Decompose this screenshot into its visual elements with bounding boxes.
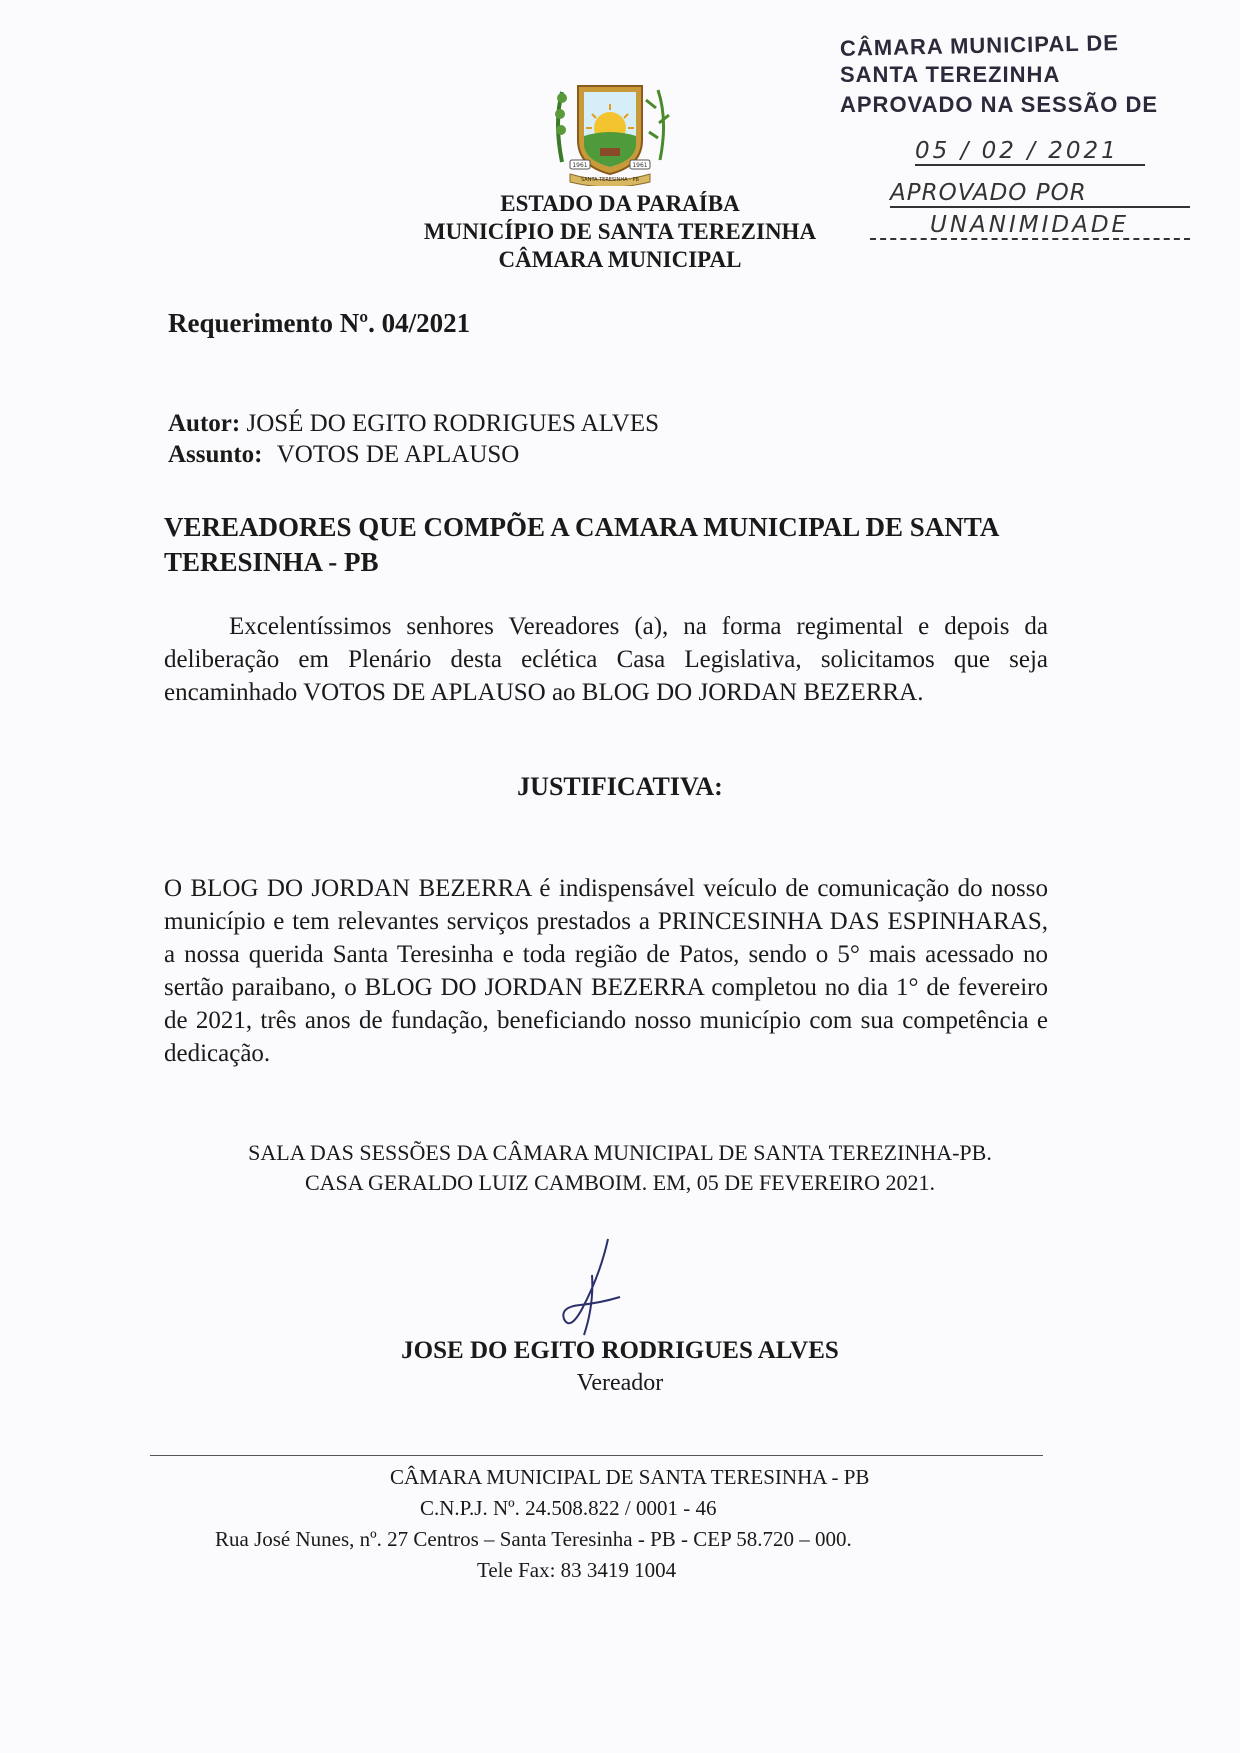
footer-phone: Tele Fax: 83 3419 1004 [477, 1558, 677, 1582]
justification-paragraph: O BLOG DO JORDAN BEZERRA é indispensável veículo de comunicação do nosso município e tem relevantes serviços prestados a PRINCESINHA DAS ESPINHARAS, a nossa querida Santa Teresinha e toda região de Patos, sendo o 5° mais acessado no sertão paraibano, o BLOG DO JORDAN BEZERRA completou no dia 1° de fevereiro de 2021, três anos de fundação, beneficiando nosso município com sua competência e dedicação. [164, 875, 1048, 1067]
addressee-heading: VEREADORES QUE COMPÕE A CAMARA MUNICIPAL DE SANTA TERESINHA - PB [164, 512, 998, 577]
subject-line [168, 441, 519, 469]
document-title: Requerimento Nº. 04/2021 [168, 308, 471, 338]
header-state: ESTADO DA PARAÍBA [500, 191, 740, 216]
footer-divider [150, 1455, 1043, 1456]
stamp-line-1: CÂMARA MUNICIPAL DE [839, 30, 1120, 61]
header-municipality: MUNICÍPIO DE SANTA TEREZINHA [423, 219, 817, 244]
footer-address: Rua José Nunes, nº. 27 Centros – Santa Teresinha - PB - CEP 58.720 – 000. [215, 1527, 852, 1551]
handwritten-signature [520, 1235, 640, 1345]
stamp-note-2: UNANIMIDADE [870, 212, 1190, 240]
stamp-date: 05 / 02 / 2021 [915, 138, 1145, 166]
signer-name: JOSE DO EGITO RODRIGUES ALVES [401, 1337, 839, 1364]
subject-label: Assunto: [168, 441, 263, 468]
emblem-year-right: 1961 [632, 162, 648, 169]
footer-cnpj: C.N.P.J. Nº. 24.508.822 / 0001 - 46 [420, 1496, 717, 1520]
request-paragraph: Excelentíssimos senhores Vereadores (a), na forma regimental e depois da deliberação em Plenário desta eclética Casa Legislativa, solicitamos que seja encaminhado VOTOS DE APLAUSO ao BLOG DO JORDAN BEZERRA. [164, 613, 1048, 706]
signer-role: Vereador [576, 1370, 664, 1396]
stamp-line-2: SANTA TEREZINHA [840, 62, 1061, 87]
stamp-note-1: APROVADO POR [890, 180, 1190, 208]
header-chamber: CÂMARA MUNICIPAL [498, 247, 742, 272]
author-value: JOSÉ DO EGITO RODRIGUES ALVES [246, 410, 660, 437]
justification-heading: JUSTIFICATIVA: [517, 772, 723, 801]
footer-chamber: CÂMARA MUNICIPAL DE SANTA TERESINHA - PB [390, 1465, 870, 1489]
municipal-coat-of-arms [530, 78, 690, 186]
stamp-line-3: APROVADO NA SESSÃO DE [840, 92, 1159, 117]
subject-value: VOTOS DE APLAUSO [276, 441, 520, 468]
author-line [168, 410, 659, 438]
closing-line-2: CASA GERALDO LUIZ CAMBOIM. EM, 05 DE FEVEREIRO 2021. [304, 1170, 936, 1195]
author-label: Autor: [168, 410, 241, 437]
emblem-year-left: 1961 [572, 162, 588, 169]
emblem-ribbon-text: SANTA TERESINHA - PB [581, 177, 639, 183]
closing-line-1: SALA DAS SESSÕES DA CÂMARA MUNICIPAL DE SANTA TEREZINHA-PB. [248, 1140, 992, 1165]
